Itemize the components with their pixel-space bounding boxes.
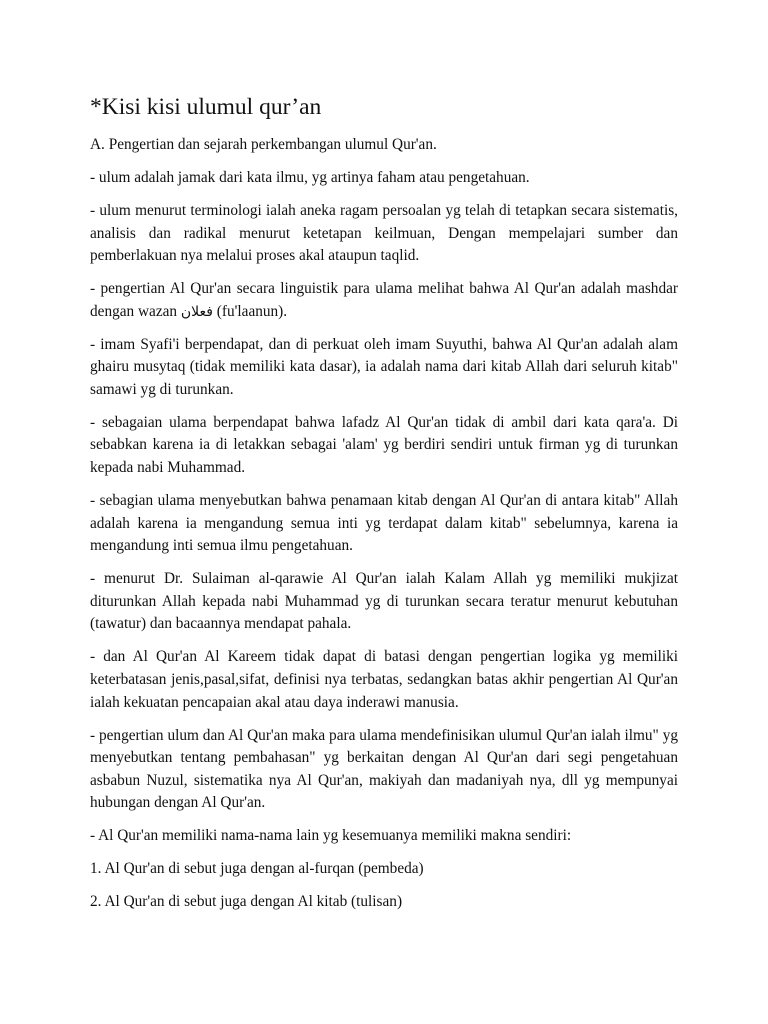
paragraph-penamaan-kitab: - sebagian ulama menyebutkan bahwa penamaan kitab dengan Al Qur'an di antara kitab" Allah adalah karena ia mengandung semua inti yg terdapat dalam kitab" sebelumnya, karena ia mengandung inti semua ilmu pengetahuan. <box>90 492 678 555</box>
paragraph-quran-linguistic-before: - pengertian Al Qur'an secara linguistik para ulama melihat bahwa Al Qur'an adalah mashdar dengan wazan <box>90 280 678 320</box>
paragraph-ulumul-quran-definition: - pengertian ulum dan Al Qur'an maka para ulama mendefinisikan ulumul Qur'an ialah ilmu" yg menyebutkan tentang pembahasan" yg berkaitan dengan Al Qur'an dari segi pengetahuan asbabun Nuzul, sistematika nya Al Qur'an, makiyah dan madaniyah nya, dll yg mempunyai hubungan dengan Al Qur'an. <box>90 726 678 812</box>
list-item-al-kitab: 2. Al Qur'an di sebut juga dengan Al kitab (tulisan) <box>90 893 403 911</box>
paragraph-al-kareem: - dan Al Qur'an Al Kareem tidak dapat di batasi dengan pengertian logika yg memiliki keterbatasan jenis,pasal,sifat, definisi nya terbatas, sedangkan batas akhir pengertian Al Qur'an ialah kekuatan pencapaian akal atau daya inderawi manusia. <box>90 648 678 711</box>
document-page <box>90 92 678 924</box>
section-heading: A. Pengertian dan sejarah perkembangan ulumul Qur'an. <box>90 136 437 153</box>
paragraph-sulaiman: - menurut Dr. Sulaiman al-qarawie Al Qur'an ialah Kalam Allah yg memiliki mukjizat diturunkan Allah kepada nabi Muhammad yg di turunkan secara teratur menurut kebutuhan (tawatur) dan bacaannya mendapat pahala. <box>90 570 678 633</box>
paragraph-ulum-terminology: - ulum menurut terminologi ialah aneka ragam persoalan yg telah di tetapkan secara sistematis, analisis dan radikal menurut ketetapan keilmuan, Dengan mempelajari sumber dan pemberlakuan nya melalui proses akal ataupun taqlid. <box>90 201 678 265</box>
list-item-al-furqan: 1. Al Qur'an di sebut juga dengan al-furqan (pembeda) <box>90 860 424 878</box>
paragraph-nama-lain: - Al Qur'an memiliki nama-nama lain yg kesemuanya memiliki makna sendiri: <box>90 827 572 845</box>
paragraph-quran-linguistic <box>90 278 678 323</box>
arabic-wazan-text: فعلان <box>180 303 213 320</box>
paragraph-imam-syafii: - imam Syafi'i berpendapat, dan di perkuat oleh imam Suyuthi, bahwa Al Qur'an adalah alam ghairu musytaq (tidak memiliki kata dasar), ia adalah nama dari kitab Allah dari seluruh kitab" samawi yg di turunkan. <box>90 335 678 398</box>
paragraph-ulum-definition: - ulum adalah jamak dari kata ilmu, yg artinya faham atau pengetahuan. <box>90 168 530 186</box>
document-title: *Kisi kisi ulumul qur’an <box>90 94 322 120</box>
paragraph-lafadz: - sebagaian ulama berpendapat bahwa lafadz Al Qur'an tidak di ambil dari kata qara'a. Di sebabkan karena ia di letakkan sebagai 'alam' yg berdiri sendiri untuk firman yg di turunkan kepada nabi Muhammad. <box>90 413 678 477</box>
paragraph-quran-linguistic-after: (fu'laanun). <box>212 302 288 320</box>
